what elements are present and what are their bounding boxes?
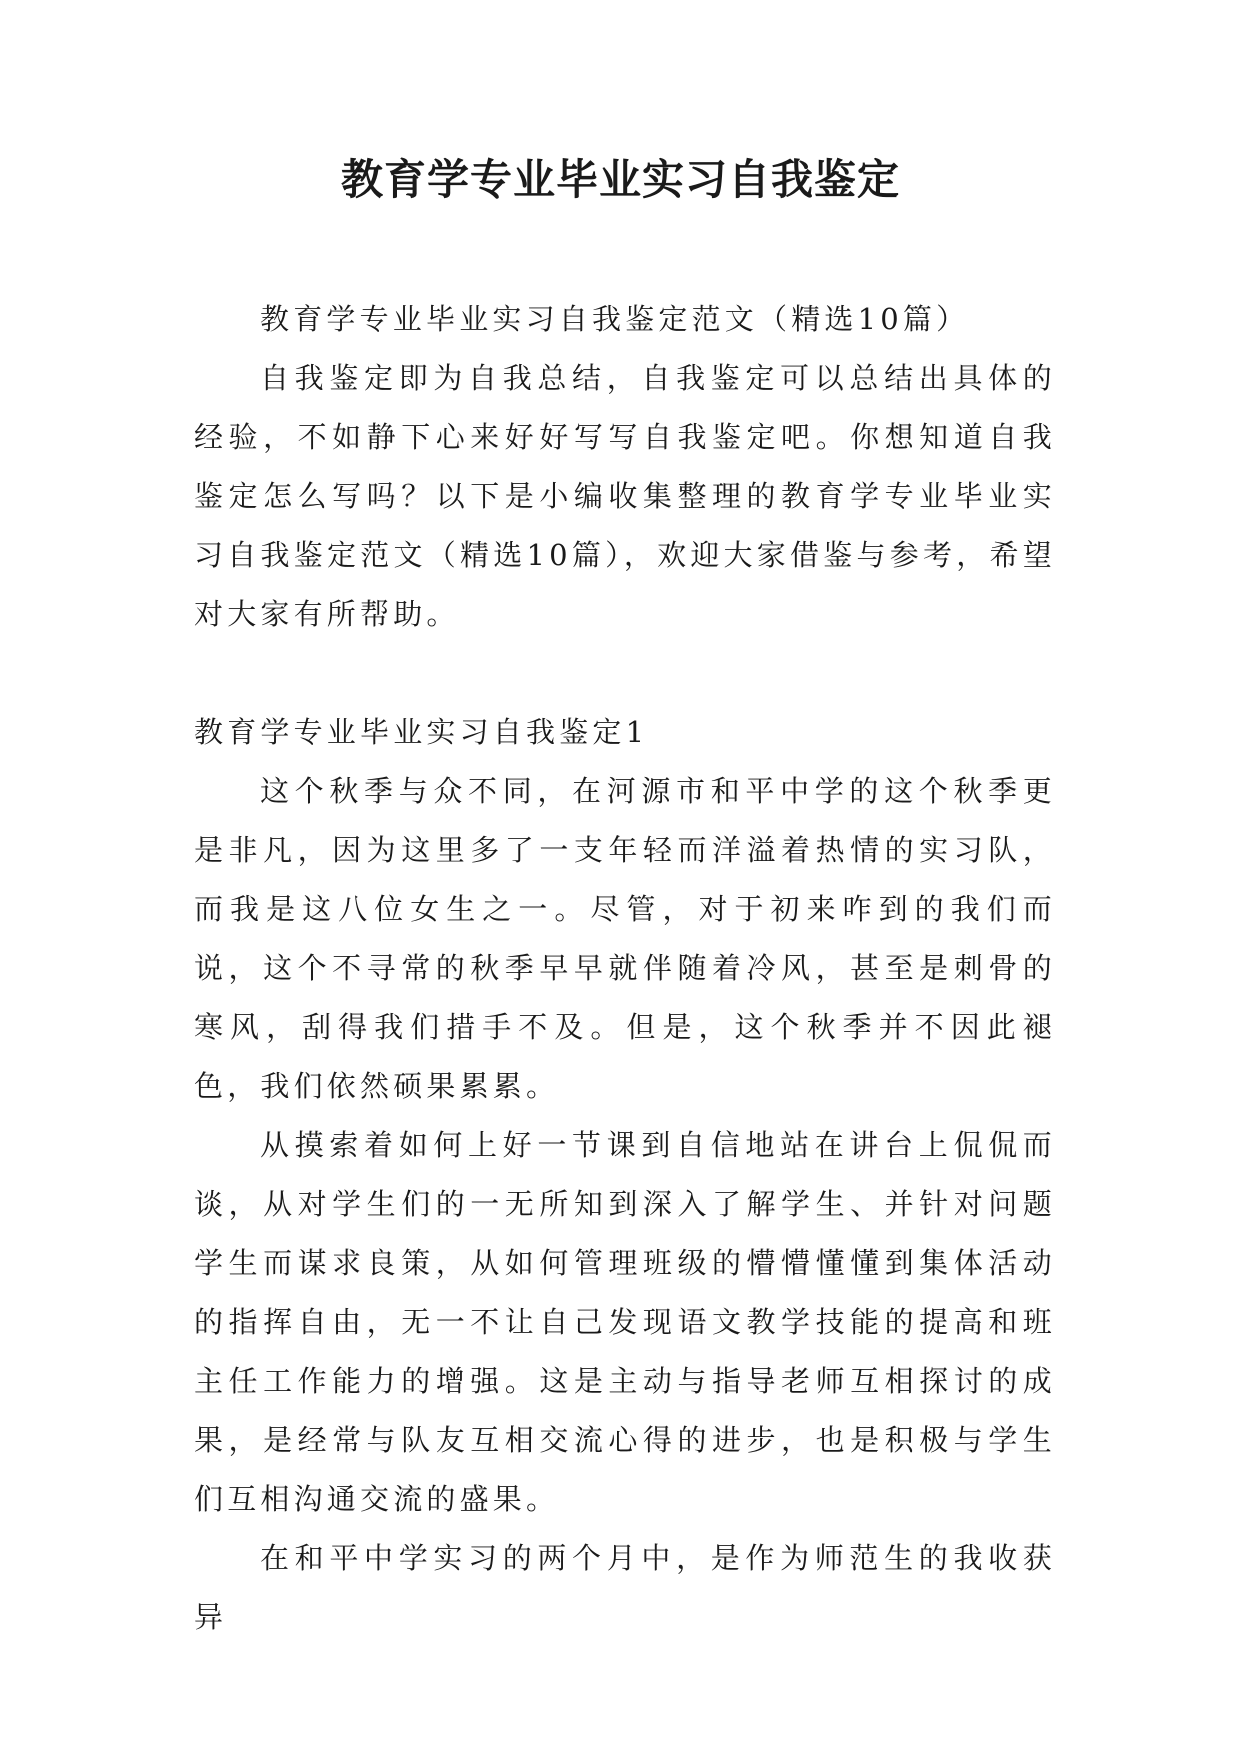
- section-1-paragraph-3: 在和平中学实习的两个月中，是作为师范生的我收获异: [194, 1541, 1056, 1634]
- section-heading-1: 教育学专业毕业实习自我鉴定1: [194, 715, 649, 749]
- intro-paragraph: 自我鉴定即为自我总结，自我鉴定可以总结出具体的经验，不如静下心来好好写写自我鉴定吧。你想知道自我鉴定怎么写吗？以下是小编收集整理的教育学专业毕业实习自我鉴定范文（精选10篇），欢迎大家借鉴与参考，希望对大家有所帮助。: [194, 361, 1056, 631]
- intro-subtitle: 教育学专业毕业实习自我鉴定范文（精选10篇）: [260, 302, 970, 336]
- section-1-paragraph-2: 从摸索着如何上好一节课到自信地站在讲台上侃侃而谈，从对学生们的一无所知到深入了解学生、并针对问题学生而谋求良策，从如何管理班级的懵懵懂懂到集体活动的指挥自由，无一不让自己发现语文教学技能的提高和班主任工作能力的增强。这是主动与指导老师互相探讨的成果，是经常与队友互相交流心得的进步，也是积极与学生们互相沟通交流的盛果。: [194, 1128, 1056, 1516]
- document-body: [194, 290, 1056, 1647]
- document-title: 教育学专业毕业实习自我鉴定: [340, 155, 900, 204]
- section-1-paragraph-1: 这个秋季与众不同，在河源市和平中学的这个秋季更是非凡，因为这里多了一支年轻而洋溢着热情的实习队，而我是这八位女生之一。尽管，对于初来咋到的我们而说，这个不寻常的秋季早早就伴随着冷风，甚至是刺骨的寒风，刮得我们措手不及。但是，这个秋季并不因此褪色，我们依然硕果累累。: [194, 774, 1056, 1103]
